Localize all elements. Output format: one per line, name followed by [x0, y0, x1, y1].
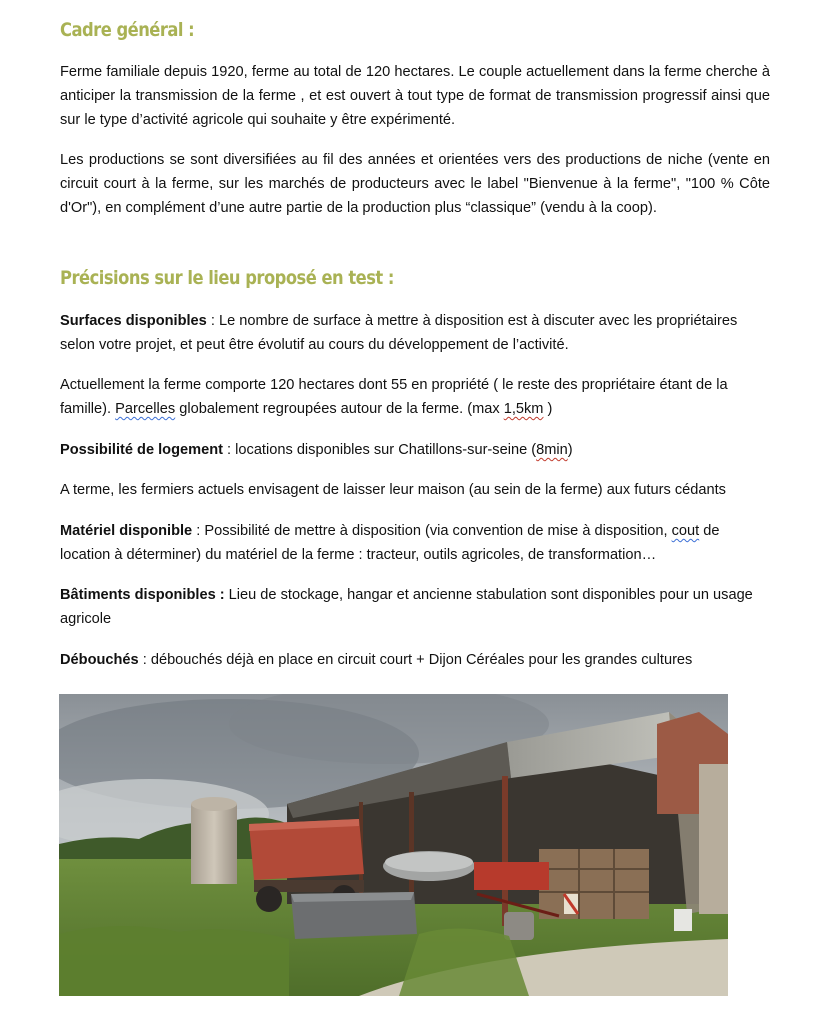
section-heading-cadre-general: Cadre général :	[60, 19, 195, 41]
paragraph-logement	[60, 438, 770, 462]
paragraph-ferme-familiale: Ferme familiale depuis 1920, ferme au total de 120 hectares. Le couple actuellement dans la ferme cherche à anticiper la transmission de la ferme , et est ouvert à tout type de format de transmission progressif ainsi que sur le type d’activité agricole qui souhaite y être expérimenté.	[60, 64, 770, 128]
crates	[539, 849, 649, 919]
section-heading-precisions: Précisions sur le lieu proposé en test :	[60, 267, 394, 289]
spellcheck-time: 8min	[536, 442, 568, 458]
logement-text-b: )	[567, 442, 573, 458]
actuellement-text-c: )	[543, 401, 553, 417]
materiel-text-b: de location à déterminer) du matériel de la ferme : tracteur, outils agricoles, de transformation…	[60, 523, 720, 563]
barrel	[504, 912, 534, 940]
seeder	[474, 862, 549, 890]
paragraph-surfaces	[60, 309, 770, 357]
debouches-text: : débouchés déjà en place en circuit court + Dijon Céréales pour les grandes cultures	[138, 652, 693, 668]
batiments-label: Bâtiments disponibles :	[60, 587, 225, 603]
spellcheck-cout: cout	[671, 523, 700, 539]
paragraph-a-terme: A terme, les fermiers actuels envisagent de laisser leur maison (au sein de la ferme) aux futurs cédants	[60, 482, 726, 498]
materiel-text-a: : Possibilité de mettre à disposition (via convention de mise à disposition,	[192, 523, 672, 539]
farm-photo	[59, 694, 728, 996]
paragraph-productions: Les productions se sont diversifiées au fil des années et orientées vers des productions de niche (vente en circuit court à la ferme, sur les marchés de producteurs avec le label "Bienvenue à la ferme", "100 % Côte d'Or"), en complément d’une autre partie de la production plus “classique” (vendu à la coop).	[60, 152, 770, 216]
batiments-text: Lieu de stockage, hangar et ancienne stabulation sont disponibles pour un usage agricole	[60, 587, 753, 627]
paragraph-actuellement	[60, 373, 770, 421]
debouches-label: Débouchés	[60, 652, 139, 668]
surfaces-text: : Le nombre de surface à mettre à disposition est à discuter avec les propriétaires selon votre projet, et peut être évolutif au cours du développement de l’activité.	[60, 313, 738, 353]
logement-label: Possibilité de logement	[60, 442, 223, 458]
logement-text-a: : locations disponibles sur Chatillons-sur-seine (	[223, 442, 537, 458]
actuellement-text-b: globalement regroupées autour de la ferme. (max	[175, 401, 504, 417]
materiel-label: Matériel disponible	[60, 523, 193, 539]
paragraph-debouches	[60, 648, 770, 672]
silo	[191, 804, 237, 884]
paragraph-materiel	[60, 519, 770, 567]
actuellement-text-a: Actuellement la ferme comporte 120 hectares dont 55 en propriété ( le reste des propriétaire étant de la famille).	[60, 377, 728, 417]
paragraph-batiments	[60, 583, 770, 631]
surfaces-label: Surfaces disponibles	[60, 313, 207, 329]
spellcheck-distance: 1,5km	[503, 401, 544, 417]
spellcheck-parcelles: Parcelles	[115, 401, 176, 417]
